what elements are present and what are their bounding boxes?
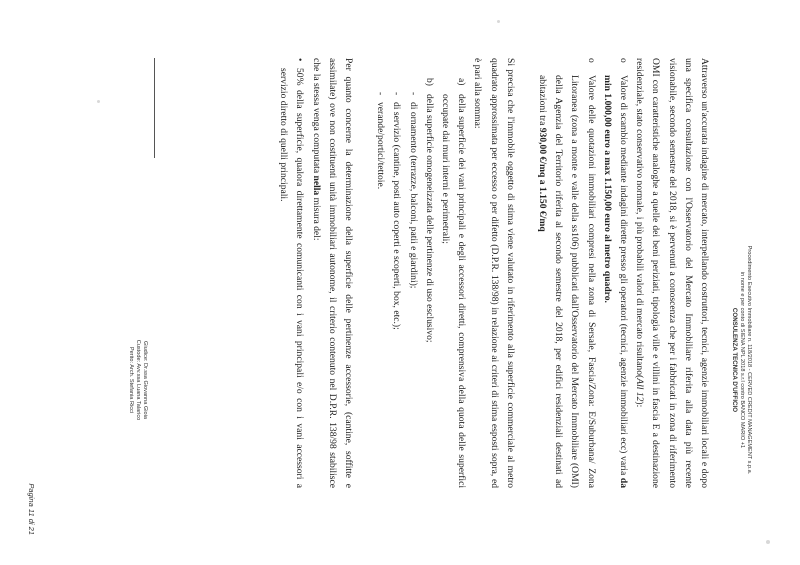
footer-expert: Perito: Arch. Stefania Ricci: [128, 346, 134, 414]
scan-speck: [97, 100, 100, 103]
circle-bullet-icon: o: [617, 58, 629, 63]
dash-item-verandas: - verande/portici/tettoie.: [372, 58, 388, 488]
list-item-fifty-percent: • 50% della superficie, qualora direttamente comunicanti con i vani principali e/o con i vani accessori a servizio diretto di quelli principali.: [278, 58, 306, 488]
dash-icon: -: [391, 92, 403, 96]
page-header: [731, 195, 752, 525]
header-line-3: CONSULENZA TECNICA D'UFFICIO: [731, 307, 738, 413]
item-label-a: a): [456, 78, 468, 86]
item-label-b: b): [423, 78, 435, 86]
scan-speck: [497, 20, 500, 23]
list-item-a: a) della superficie dei vani principali e degli accessori diretti, comprensiva della quota delle superfici occupate dai muri interni e perimetrali;: [439, 78, 468, 488]
footer-divider: [154, 58, 155, 158]
scan-speck: [766, 540, 770, 544]
footer-judge: Giudice: Dr.ssa Giovanna Gioia: [142, 340, 148, 420]
list-item-exchange-value: o Valore di scambio mediante indagini dirette presso gli operatori (tecnici, agenzie immobiliari ecc) varia da min 1.000,00 euro a max 1.150,00 euro al metro quadro.: [601, 58, 629, 488]
footer-custodian: Custode: Avv.ssa Luana Talarico: [135, 339, 141, 421]
dash-item-service: - di servizio (cantine, posti auto coperti e scoperti, box, etc.);: [388, 58, 404, 488]
bullet-icon: •: [294, 58, 306, 62]
header-line-1: Procedimento Esecutivo Immobiliare n. 118/2018 - CERVED CREDIT MANAGEMENT s.p.a.: [746, 245, 752, 475]
header-line-2: in nome e per conto di SIENA NPL 2018 s.r.l contro BANCO MARIO +1: [739, 271, 745, 449]
circle-bullet-icon: o: [585, 58, 597, 63]
list-item-b: b) della superficie omogeneizzata delle pertinenze di uso esclusivo;: [421, 58, 437, 488]
dash-item-ornament: - di ornamento (terrazze, balconi, patii e giardini);: [404, 58, 420, 488]
dash-icon: -: [407, 92, 419, 96]
attachment-ref: All 12: [634, 378, 646, 402]
dash-icon: -: [375, 92, 387, 96]
body-text: [275, 58, 712, 488]
paragraph-accessory-surface: Per quanto concerne la determinazione della superficie delle pertinenze accessorie, (cantine, soffitte e assimilate) ove non costituenti unità immobiliari autonome, il criterio contenuto nel D.P.R. 138/98 stabilisce che la stessa venga computata nella misura del:: [310, 58, 354, 488]
page-footer: [127, 230, 148, 530]
paragraph-commercial-surface: Si precisa che l'immobile oggetto di stima viene valutato in riferimento alla superficie commerciale al metro quadrato approssimata per eccesso o per difetto (D.P.R. 138/98) in relazione ai criteri di stima esposti sopra, ed è pari alla somma:: [472, 58, 516, 488]
page-number: Pagina 11 di 21: [27, 483, 36, 535]
paragraph-market-survey: Attraverso un'accurata indagine di mercato, interpellando costruttori, tecnici, agenzie immobiliari locali e dopo una specifica consultazione con l'Osservatorio del Mercato Immobiliare riferita alla data più recente visionabile, secondo semestre del 2018, si è pervenuti a conoscenza che per i fabbricati in zona di riferimento OMI con caratteristiche analoghe a quelle dei beni periziati, tipologia ville e villini in fascia E a destinazione residenziale, stato conservativo normale, i più probabili valori di mercato risultano(All 12):: [634, 58, 710, 488]
list-item-omi-quotations: o Valore delle quotazioni immobiliari compresi nella zona di Sersale, Fascia/Zona: E/Suburbana/ Zona Litoranea (zona a monte e valle della ss106) pubblicati dall'Osservatorio del Mercato Immobiliare (OMI) della Agenzia del Territorio riferita al secondo semestre del 2018, per edifici residenziali destinati ad abitazioni tra 930,00 €/mq a 1.150 €/mq: [536, 58, 597, 488]
